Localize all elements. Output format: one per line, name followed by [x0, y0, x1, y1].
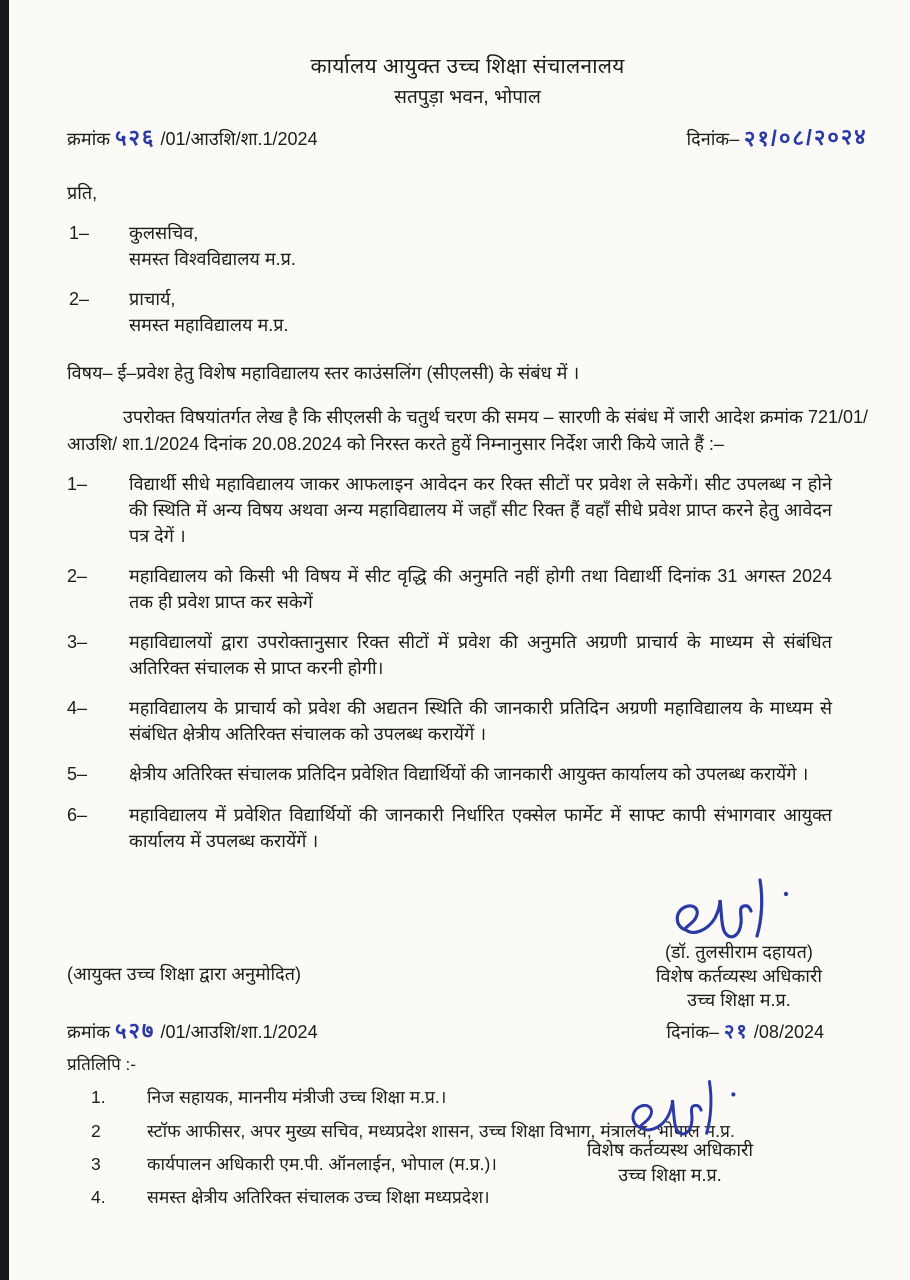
directive-item	[67, 563, 868, 615]
cc-text: कार्यपालन अधिकारी एम.पी. ऑनलाईन, भोपाल (म.प्र.)।	[147, 1154, 497, 1175]
recipient-text	[129, 286, 868, 338]
bottom-signatory-block	[580, 1076, 760, 1188]
intro-paragraph: उपरोक्त विषयांतर्गत लेख है कि सीएलसी के चतुर्थ चरण की समय – सारणी के संबंध में जारी आदेश क्रमांक 721/01/आउशि/ शा.1/2024 दिनांक 20.08.2024 को निरस्त करते हुयें निम्नानुसार निर्देश जारी किये जाते हैं :–	[67, 407, 868, 454]
handwritten-date-day: २१	[723, 1020, 750, 1043]
cc-item	[67, 1185, 868, 1210]
cc-text: समस्त क्षेत्रीय अतिरिक्त संचालक उच्च शिक्षा मध्यप्रदेश।	[147, 1187, 490, 1208]
cc-number: 3	[91, 1154, 101, 1175]
date-printed: /08/2024	[753, 1021, 824, 1042]
letterhead-title: कार्यालय आयुक्त उच्च शिक्षा संचालनालय	[310, 55, 625, 78]
recipient-number: 2–	[69, 289, 90, 310]
letter-content	[9, 0, 910, 1211]
recipient-line: समस्त महाविद्यालय म.प्र.	[129, 315, 289, 336]
to-label: प्रति,	[67, 182, 98, 203]
directive-number: 2–	[67, 565, 88, 586]
date-label: दिनांक–	[666, 1021, 720, 1042]
ref-label: क्रमांक	[67, 128, 111, 149]
cc-text: निज सहायक, माननीय मंत्रीजी उच्च शिक्षा म.प्र.।	[147, 1087, 447, 1108]
directive-text: क्षेत्रीय अतिरिक्त संचालक प्रतिदिन प्रवेशित विद्यार्थियों की जानकारी आयुक्त कार्यालय को उपलब्ध करायेंगे ।	[129, 764, 809, 785]
cc-label: प्रतिलिपि :-	[67, 1054, 136, 1074]
signatory-title: विशेष कर्तव्यस्थ अधिकारी	[655, 966, 822, 987]
signatory-name: (डॉ. तुलसीराम दहायत)	[665, 941, 813, 962]
handwritten-ref-number: ५२६	[114, 124, 156, 151]
subject-line: विषय– ई–प्रवेश हेतु विशेष महाविद्यालय स्तर काउंसलिंग (सीएलसी) के संबंध में ।	[67, 363, 580, 384]
reference-line-bottom	[67, 1015, 868, 1047]
signatory-title: विशेष कर्तव्यस्थ अधिकारी	[586, 1139, 754, 1160]
ref-number-printed: /01/आउशि/शा.1/2024	[160, 1021, 318, 1042]
date-top	[687, 122, 868, 154]
recipient-line: कुलसचिव,	[129, 222, 199, 243]
directive-text: विद्यार्थी सीधे महाविद्यालय जाकर आफलाइन आवेदन कर रिक्त सीटों पर प्रवेश ले सकेगें। सीट उपलब्ध न होने की स्थिति में अन्य विषय अथवा अन्य महाविद्यालय में जहाँ सीट रिक्त हैं वहाँ सीधे प्रवेश प्राप्त करने हेतु आवेदन पत्र देगें ।	[129, 473, 832, 546]
recipient-number: 1–	[69, 222, 90, 243]
directive-number: 3–	[67, 632, 88, 653]
signature-row	[67, 874, 868, 1013]
recipient-row	[67, 220, 868, 272]
directive-item	[67, 471, 868, 549]
recipient-line: समस्त विश्वविद्यालय म.प्र.	[129, 249, 296, 270]
signatory-dept: उच्च शिक्षा म.प्र.	[687, 990, 791, 1011]
letterhead	[67, 52, 868, 112]
letterhead-address: सतपुड़ा भवन, भोपाल	[394, 87, 541, 109]
cc-number: 4.	[91, 1187, 106, 1208]
cc-number: 2	[91, 1120, 101, 1141]
cc-text: स्टॉफ आफीसर, अपर मुख्य सचिव, मध्यप्रदेश शासन, उच्च शिक्षा विभाग, मंत्रालय, भोपाल म.प्र.	[147, 1120, 735, 1141]
directive-text: महाविद्यालयों द्वारा उपरोक्तानुसार रिक्त सीटों में प्रवेश की अनुमति अग्रणी प्राचार्य के माध्यम से संबंधित अतिरिक्त संचालक से प्राप्त करनी होगी।	[129, 632, 832, 679]
ref-number-printed: /01/आउशि/शा.1/2024	[160, 128, 318, 149]
directive-text: महाविद्यालय के प्राचार्य को प्रवेश की अद्यतन स्थिति की जानकारी प्रतिदिन अग्रणी महाविद्यालय के माध्यम से संबंधित क्षेत्रीय अतिरिक्त संचालक को उपलब्ध करायेंगें ।	[129, 698, 832, 745]
directive-number: 1–	[67, 473, 88, 494]
signatory-dept: उच्च शिक्षा म.प्र.	[618, 1164, 722, 1185]
recipient-text	[129, 220, 868, 272]
directive-list	[67, 471, 868, 854]
directive-item	[67, 761, 868, 787]
scan-edge-artifact	[0, 0, 9, 1280]
ref-label: क्रमांक	[67, 1021, 111, 1042]
date-bottom	[666, 1018, 868, 1047]
ref-number-top	[67, 122, 318, 154]
approval-note: (आयुक्त उच्च शिक्षा द्वारा अनुमोदित)	[67, 963, 301, 984]
recipient-line: प्राचार्य,	[129, 289, 176, 310]
ref-number-bottom	[67, 1015, 318, 1047]
directive-text: महाविद्यालय को किसी भी विषय में सीट वृद्धि की अनुमति नहीं होगी तथा विद्यार्थी दिनांक 31 अगस्त 2024 तक ही प्रवेश प्राप्त कर सकेगें	[129, 565, 832, 612]
directive-number: 4–	[67, 698, 88, 719]
reference-line-top	[67, 122, 868, 154]
directive-item	[67, 802, 868, 854]
directive-number: 5–	[67, 764, 88, 785]
handwritten-ref-number: ५२७	[114, 1017, 156, 1043]
recipient-row	[67, 286, 868, 338]
directive-item	[67, 629, 868, 681]
handwritten-date: २१/०८/२०२४	[744, 123, 869, 152]
directive-number: 6–	[67, 804, 88, 825]
directive-item	[67, 695, 868, 747]
date-label: दिनांक–	[686, 128, 740, 149]
signatory-block	[656, 874, 868, 1013]
directive-text: महाविद्यालय में प्रवेशित विद्यार्थियों की जानकारी निर्धारित एक्सेल फार्मेट में साफ्ट कापी संभागवार आयुक्त कार्यालय में उपलब्ध करायेंगें ।	[129, 804, 832, 851]
cc-number: 1.	[91, 1087, 106, 1108]
